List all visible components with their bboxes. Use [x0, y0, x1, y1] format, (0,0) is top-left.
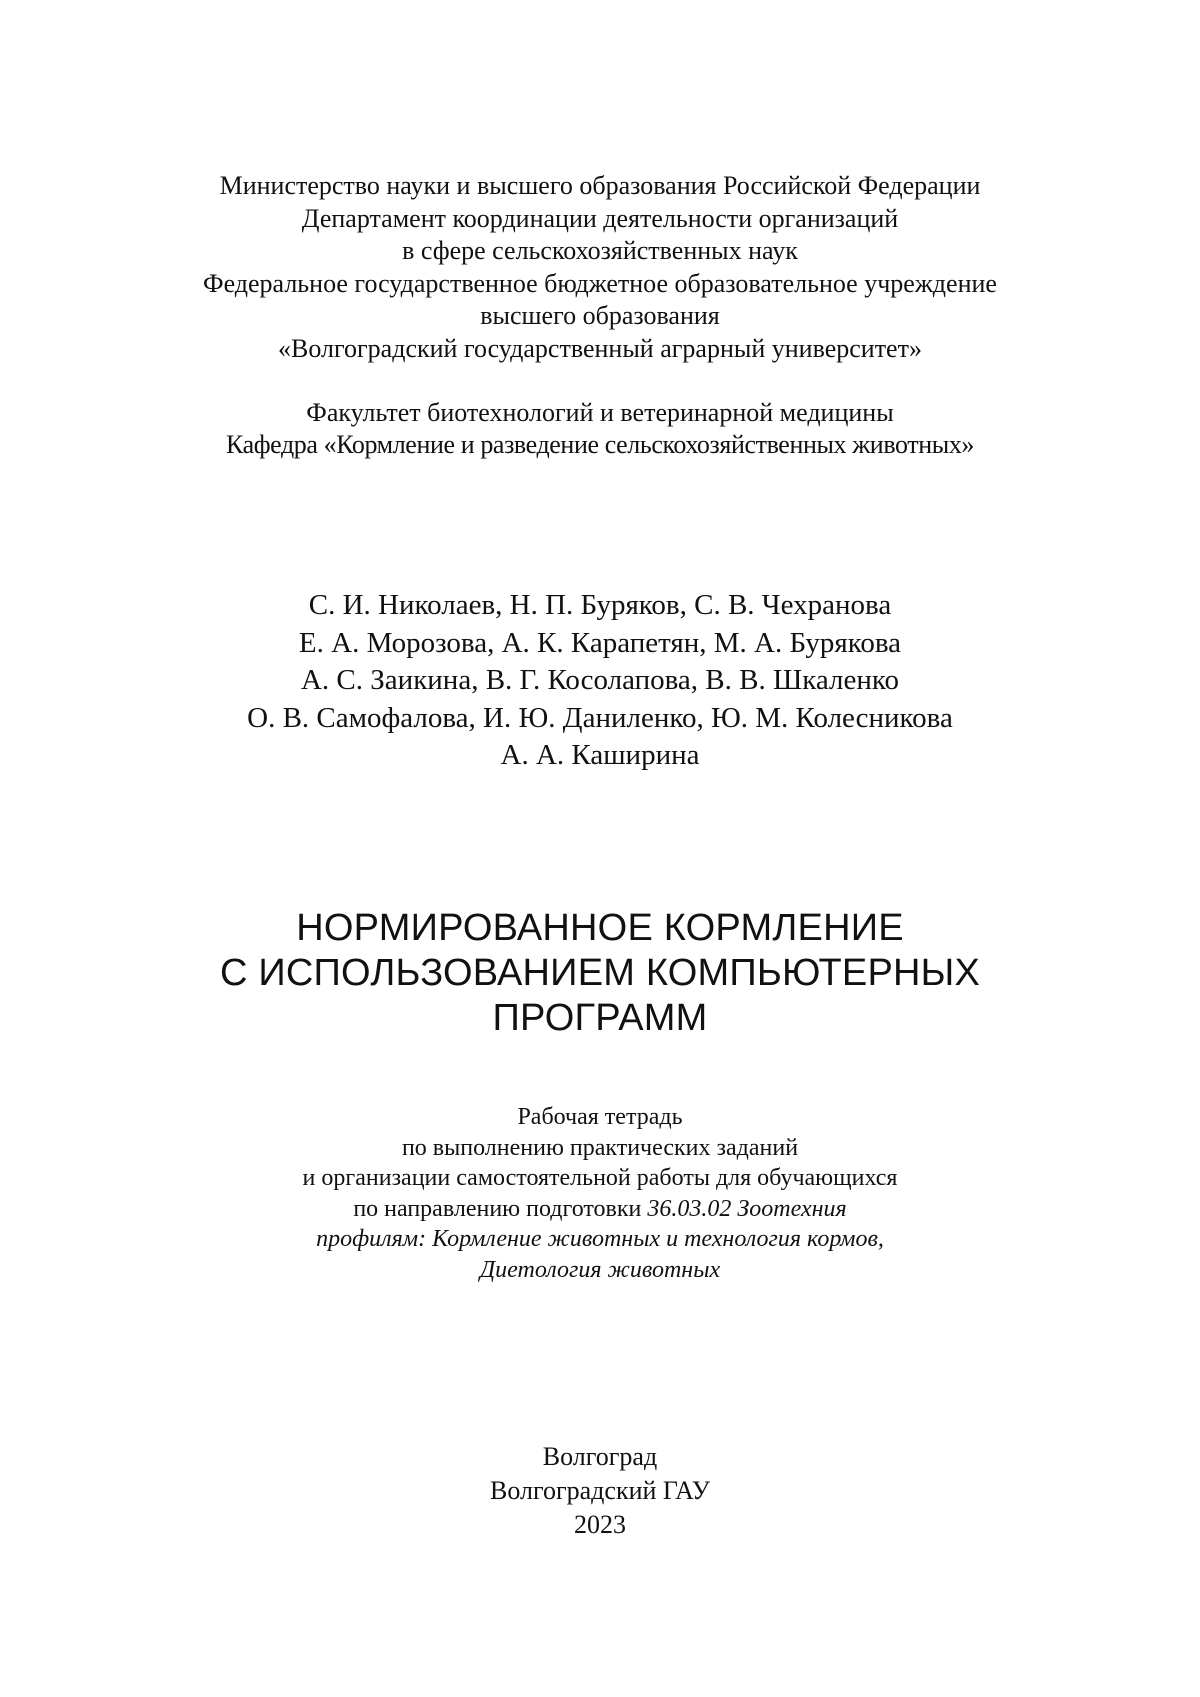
authors-line: Е. А. Морозова, А. К. Карапетян, М. А. Бурякова [298, 626, 902, 659]
authors-line: С. И. Николаев, Н. П. Буряков, С. В. Чехранова [308, 589, 892, 621]
authors-line: А. А. Каширина [500, 739, 700, 771]
description-program [0, 1194, 1200, 1225]
title-line: НОРМИРОВАННОЕ КОРМЛЕНИЕ [296, 907, 904, 949]
publication-city: Волгоград [542, 1442, 658, 1471]
authors-list [0, 587, 1200, 775]
description-profile-second [0, 1255, 1200, 1286]
ministry-line: Министерство науки и высшего образования Российской Федерации [219, 171, 981, 200]
institution-header [0, 170, 1200, 365]
title-line: С ИСПОЛЬЗОВАНИЕМ КОМПЬЮТЕРНЫХ [219, 952, 981, 994]
faculty-name: Факультет биотехнологий и ветеринарной медицины [306, 398, 894, 427]
document-description [0, 1102, 1200, 1285]
description-audience: и организации самостоятельной работы для обучающихся [302, 1165, 898, 1191]
publication-year: 2023 [574, 1510, 626, 1539]
profile-second-text: Диетология животных [479, 1256, 721, 1283]
department-coordination-line: Департамент координации деятельности организаций [301, 203, 899, 233]
description-type: Рабочая тетрадь [517, 1104, 683, 1130]
authors-line: О. В. Самофалова, И. Ю. Даниленко, Ю. М. Колесникова [247, 701, 953, 734]
education-level-line: высшего образования [480, 301, 720, 330]
publisher-name: Волгоградский ГАУ [489, 1476, 711, 1505]
document-title [0, 906, 1200, 1041]
authors-line: А. С. Заикина, В. Г. Косолапова, В. В. Шкаленко [300, 664, 899, 696]
faculty-block [0, 397, 1200, 461]
publication-info [0, 1440, 1200, 1542]
program-code: 36.03.02 Зоотехния [647, 1195, 847, 1222]
description-profiles [0, 1224, 1200, 1255]
university-name-line: «Волгоградский государственный аграрный университет» [278, 333, 922, 363]
description-purpose: по выполнению практических заданий [401, 1134, 799, 1161]
program-prefix: по направлению подготовки [353, 1195, 648, 1222]
department-name: Кафедра «Кормление и разведение сельскохозяйственных животных» [225, 430, 975, 459]
department-scope-line: в сфере сельскохозяйственных наук [402, 236, 798, 265]
institution-type-line: Федеральное государственное бюджетное образовательное учреждение [203, 268, 997, 298]
profiles-text: профилям: Кормление животных и технология кормов, [316, 1226, 884, 1252]
title-line: ПРОГРАММ [492, 997, 708, 1039]
